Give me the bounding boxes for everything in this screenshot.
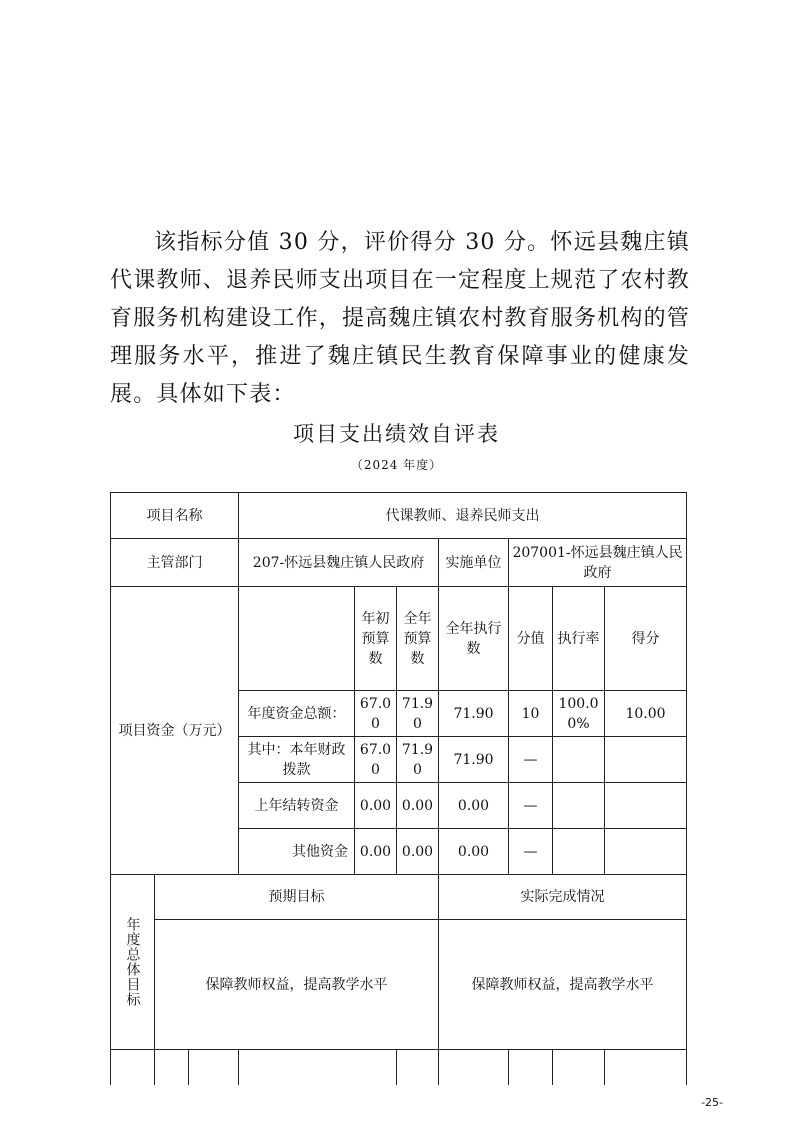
fund-row-label: 其中：本年财政拨款 — [239, 737, 355, 783]
row-fund-headers — [111, 587, 687, 691]
impl-value: 207001-怀远县魏庄镇人民政府 — [509, 539, 687, 587]
expected-label: 预期目标 — [155, 875, 439, 920]
fund-row-score-value: 10 — [509, 691, 553, 737]
fund-row-full: 71.90 — [397, 737, 439, 783]
page-number: -25- — [701, 1096, 723, 1109]
header-score: 得分 — [605, 587, 687, 691]
fund-row-score — [605, 829, 687, 875]
fund-row-execution: 71.90 — [439, 691, 509, 737]
fund-row-score-value: — — [509, 829, 553, 875]
fund-row-label: 上年结转资金 — [239, 783, 355, 829]
fund-header-blank — [239, 587, 355, 691]
fund-row-initial: 67.00 — [355, 691, 397, 737]
expected-value: 保障教师权益，提高教学水平 — [155, 920, 439, 1050]
actual-label: 实际完成情况 — [439, 875, 687, 920]
fund-row-execution: 71.90 — [439, 737, 509, 783]
project-name-label: 项目名称 — [111, 493, 239, 539]
fund-row-execution: 0.00 — [439, 829, 509, 875]
fund-row-full: 0.00 — [397, 783, 439, 829]
fund-row-score: 10.00 — [605, 691, 687, 737]
fund-row-rate: 100.00% — [553, 691, 605, 737]
actual-value: 保障教师权益，提高教学水平 — [439, 920, 687, 1050]
fund-row-initial: 0.00 — [355, 829, 397, 875]
header-full-budget: 全年预算数 — [397, 587, 439, 691]
page-bottom-margin — [0, 1085, 793, 1122]
fund-row-score-value: — — [509, 783, 553, 829]
dept-value: 207-怀远县魏庄镇人民政府 — [239, 539, 439, 587]
fund-row-initial: 67.00 — [355, 737, 397, 783]
body-paragraph: 该指标分值 30 分，评价得分 30 分。怀远县魏庄镇代课教师、退养民师支出项目在一定程度上规范了农村教育服务机构建设工作，提高魏庄镇农村教育服务机构的管理服务水平，推进了魏庄镇民生教育保障事业的健康发展。具体如下表： — [110, 230, 691, 407]
row-project-name — [111, 493, 687, 539]
row-department — [111, 539, 687, 587]
table-title: 项目支出绩效自评表 — [293, 422, 500, 446]
fund-row-rate — [553, 783, 605, 829]
header-score-value: 分值 — [509, 587, 553, 691]
funds-label: 项目资金（万元） — [111, 587, 239, 875]
fund-row-initial: 0.00 — [355, 783, 397, 829]
fund-row-label: 其他资金 — [239, 829, 355, 875]
fund-row-score — [605, 737, 687, 783]
goals-label: 年度总体目标 — [124, 917, 141, 1007]
fund-row-score-value: — — [509, 737, 553, 783]
fund-row-full: 0.00 — [397, 829, 439, 875]
dept-label: 主管部门 — [111, 539, 239, 587]
performance-table — [110, 492, 687, 1110]
table-subtitle: （2024 年度） — [350, 458, 443, 472]
row-goal-values — [111, 920, 687, 1050]
goals-label-cell — [111, 875, 155, 1050]
header-execution: 全年执行数 — [439, 587, 509, 691]
fund-row-rate — [553, 737, 605, 783]
project-name-value: 代课教师、退养民师支出 — [239, 493, 687, 539]
impl-label: 实施单位 — [439, 539, 509, 587]
header-initial-budget: 年初预算数 — [355, 587, 397, 691]
row-goal-headers — [111, 875, 687, 920]
fund-row-rate — [553, 829, 605, 875]
fund-row-label: 年度资金总额： — [239, 691, 355, 737]
fund-row-score — [605, 783, 687, 829]
fund-row-full: 71.90 — [397, 691, 439, 737]
header-exec-rate: 执行率 — [553, 587, 605, 691]
fund-row-execution: 0.00 — [439, 783, 509, 829]
